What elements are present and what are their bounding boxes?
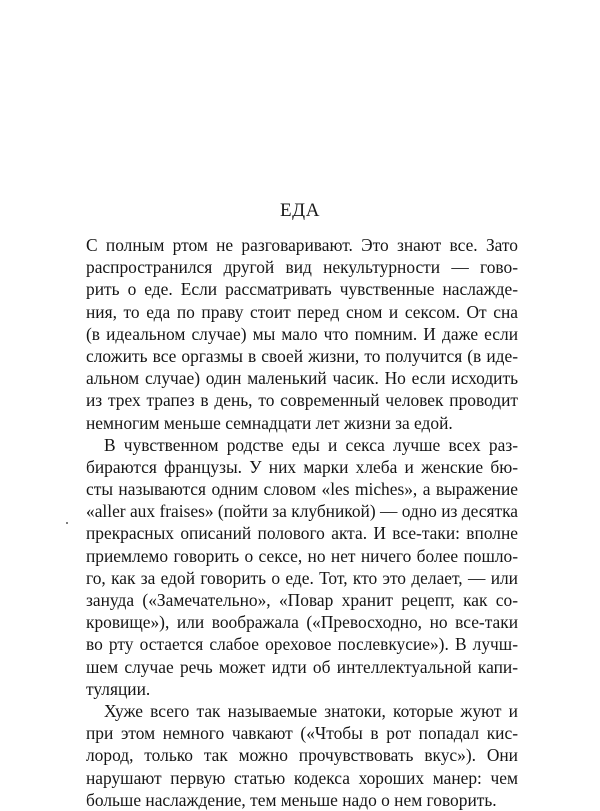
chapter-title: ЕДА bbox=[279, 200, 321, 221]
text-line: во рту остается слабое ореховое послевкусие»). В лучш- bbox=[86, 634, 518, 655]
paragraph-2 bbox=[86, 434, 518, 700]
text-line: шем случае речь может идти об интеллектуальной капи- bbox=[86, 656, 518, 677]
text-line: немногим меньше семнадцати лет жизни за едой. bbox=[86, 412, 453, 433]
text-line: при этом немного чавкают («Чтобы в рот попадал кис- bbox=[86, 723, 518, 744]
text-line: «aller aux fraises» (пойти за клубникой) — одно из десятка bbox=[86, 501, 518, 522]
text-line: приемлемо говорить о сексе, но нет ничего более пошло- bbox=[86, 545, 518, 566]
body-text bbox=[86, 234, 518, 811]
text-line: кровище»), или воображала («Превосходно, но все-таки bbox=[86, 612, 518, 633]
text-line: С полным ртом не разговаривают. Это знают все. Зато bbox=[86, 235, 518, 255]
text-line: сложить все оргазмы в своей жизни, то получится (в иде- bbox=[86, 345, 518, 366]
text-line: распространился другой вид некультурности — гово- bbox=[86, 257, 518, 278]
text-line: зануда («Замечательно», «Повар хранит рецепт, как со- bbox=[86, 590, 518, 610]
text-line: туляции. bbox=[86, 678, 151, 699]
text-line: ния, то еда по праву стоит перед сном и сексом. От сна bbox=[86, 301, 518, 322]
text-line: бираются французы. У них марки хлеба и женские бю- bbox=[86, 456, 518, 477]
text-line: го, как за едой говорить о еде. Тот, кто это делает, — или bbox=[86, 567, 518, 588]
paragraph-1 bbox=[86, 234, 518, 434]
scan-speck bbox=[66, 522, 68, 524]
text-line: больше наслаждение, тем меньше надо о нем говорить. bbox=[86, 789, 497, 810]
paragraph-3 bbox=[86, 700, 518, 811]
text-line: Хуже всего так называемые знатоки, которые жуют и bbox=[104, 700, 518, 721]
text-line: прекрасных описаний полового акта. И все-таки: вполне bbox=[86, 523, 518, 544]
text-line: рить о еде. Если рассматривать чувственные наслажде- bbox=[86, 279, 518, 300]
text-line: лород, только так можно прочувствовать вкус»). Они bbox=[86, 745, 518, 766]
text-line: (в идеальном случае) мы мало что помним. И даже если bbox=[86, 323, 518, 344]
text-line: альном случае) один маленький часик. Но если исходить bbox=[86, 368, 518, 389]
text-line: сты называются одним словом «les miches», а выражение bbox=[86, 479, 518, 500]
text-line: нарушают первую статью кодекса хороших манер: чем bbox=[86, 767, 518, 788]
text-line: В чувственном родстве еды и секса лучше всех раз- bbox=[104, 434, 518, 455]
text-line: из трех трапез в день, то современный человек проводит bbox=[86, 390, 518, 411]
